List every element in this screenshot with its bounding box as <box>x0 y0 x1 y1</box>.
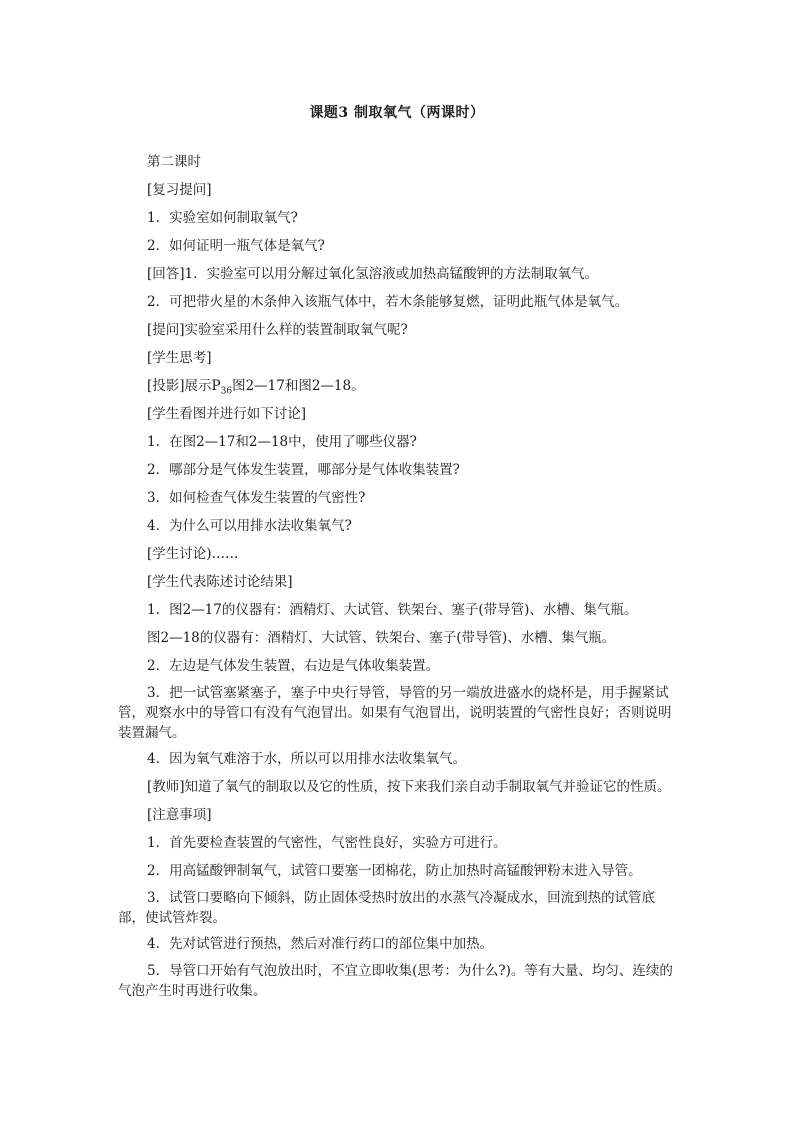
paragraph: 第二课时 <box>147 154 201 170</box>
paragraph: 1．图2—17的仪器有：酒精灯、大试管、铁架台、塞子(带导管)、水槽、集气瓶。 <box>147 602 638 618</box>
paragraph: 3．把一试管塞紧塞子，塞子中央行导管，导管的另一端放进盛水的烧杯是，用手握紧试管，观察水中的导管口有没有气泡冒出。如果有气泡冒出，说明装置的气密性良好；否则说明装置漏气。 <box>118 685 672 741</box>
paragraph: [学生思考] <box>147 350 212 366</box>
page-subscript: 36 <box>220 386 233 397</box>
document-body <box>118 151 678 1006</box>
paragraph: [学生代表陈述讨论结果] <box>147 574 293 590</box>
paragraph: [学生讨论)…… <box>147 546 239 562</box>
paragraph: 2．可把带火星的木条伸入该瓶气体中，若木条能够复燃，证明此瓶气体是氧气。 <box>147 294 629 310</box>
paragraph: [教师]知道了氧气的制取以及它的性质，按下来我们亲自动手制取氧气并验证它的性质。 <box>147 779 671 795</box>
paragraph: [提问]实验室采用什么样的装置制取氧气呢? <box>147 322 408 338</box>
paragraph: 3．如何检查气体发生装置的气密性? <box>147 490 366 506</box>
paragraph: 2．左边是气体发生装置，右边是气体收集装置。 <box>147 658 440 674</box>
paragraph: 1．首先要检查装置的气密性，气密性良好，实验方可进行。 <box>147 835 507 851</box>
paragraph: 2．用高锰酸钾制氧气，试管口要塞一团棉花，防止加热时高锰酸钾粉末进入导管。 <box>147 863 642 879</box>
paragraph <box>118 375 678 398</box>
paragraph: 1．实验室如何制取氧气? <box>147 210 298 226</box>
paragraph: 4．为什么可以用排水法收集氧气? <box>147 518 352 534</box>
paragraph: [回答]1．实验室可以用分解过氧化氢溶液或加热高锰酸钾的方法制取氧气。 <box>147 266 599 282</box>
paragraph: 2．哪部分是气体发生装置，哪部分是气体收集装置? <box>147 462 460 478</box>
document-title: 课题3 制取氧气（两课时） <box>309 105 485 121</box>
paragraph: [复习提问] <box>147 182 212 198</box>
paragraph: [注意事项] <box>147 807 212 823</box>
paragraph: [学生看图并进行如下讨论] <box>147 406 307 422</box>
paragraph: 1．在图2—17和2—18中，使用了哪些仪器? <box>147 434 417 450</box>
paragraph: 5．导管口开始有气泡放出时，不宜立即收集(思考：为什么?)。等有大量、均匀、连续的气泡产生时再进行收集。 <box>118 963 673 999</box>
paragraph: 4．因为氧气难溶于水，所以可以用排水法收集氧气。 <box>147 751 467 767</box>
paragraph-text: 图2—17和图2—18。 <box>232 378 365 394</box>
paragraph: 2．如何证明一瓶气体是氧气? <box>147 238 325 254</box>
paragraph: 4．先对试管进行预热，然后对准行药口的部位集中加热。 <box>147 936 494 952</box>
paragraph: 图2—18的仪器有：酒精灯、大试管、铁架台、塞子(带导管)、水槽、集气瓶。 <box>147 630 616 646</box>
paragraph: 3．试管口要略向下倾斜，防止固体受热时放出的水蒸气冷凝成水，回流到热的试管底部，使试管炸裂。 <box>118 890 656 926</box>
paragraph-text: [投影]展示P <box>147 378 221 394</box>
